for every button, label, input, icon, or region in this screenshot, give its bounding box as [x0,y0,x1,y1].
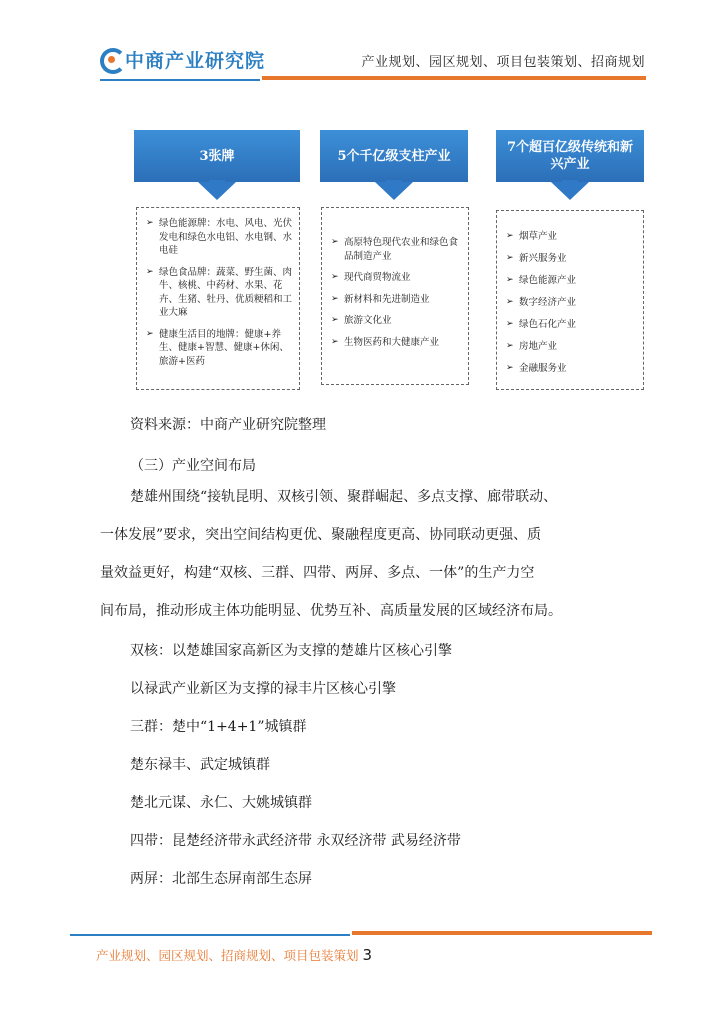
bullet-arrow-icon: ➢ [506,341,514,351]
column-list-box [496,210,644,390]
body-line: 四带：昆楚经济带永武经济带 永双经济带 武易经济带 [130,833,461,849]
bullet-arrow-icon: ➢ [331,315,339,325]
bullet-arrow-icon: ➢ [506,275,514,285]
list-item: ➢ 烟草产业 [506,231,558,242]
list-item: ➢ 房地产业 [506,341,558,352]
bullet-arrow-icon: ➢ [506,297,514,307]
list-item: ➢ 绿色石化产业 [506,319,577,330]
bullet-arrow-icon: ➢ [331,237,339,247]
page-number: 3 [362,946,373,964]
body-line: 以禄武产业新区为支撑的禄丰片区核心引擎 [130,681,396,697]
column-list-box [136,207,300,390]
logo-text: 中商产业研究院 [125,49,266,72]
body-paragraph [100,483,646,626]
footer [96,946,372,964]
body-line: 三群：楚中“1+4+1”城镇群 [130,719,307,735]
paragraph-line: 量效益更好，构建“双核、三群、四带、两屏、多点、一体”的生产力空 [100,565,535,581]
down-arrow-icon [375,182,413,200]
list-item: ➢ 绿色能源产业 [506,275,577,286]
list-item: ➢ 绿色食品牌：蔬菜、野生菌、肉牛、核桃、中药材、水果、花卉、生猪、牡丹、优质粳稻和工业大麻 [146,266,293,318]
list-item: ➢ 现代商贸物流业 [331,272,411,283]
header-divider-blue [100,79,260,81]
bullet-arrow-icon: ➢ [506,363,514,373]
footer-divider-orange [352,931,652,935]
list-item: ➢ 新兴服务业 [506,253,567,264]
bullet-arrow-icon: ➢ [331,336,339,347]
footer-tagline: 产业规划、园区规划、招商规划、项目包装策划 [96,948,359,963]
bullet-arrow-icon: ➢ [506,231,514,241]
logo-icon [100,48,122,70]
column-list-box [321,207,469,385]
header-divider-orange [262,76,646,80]
body-line: 楚北元谋、永仁、大姚城镇群 [130,795,312,811]
paragraph-line: 楚雄州围绕“接轨昆明、双核引领、聚群崛起、多点支撑、廊带联动、 [130,489,558,505]
bullet-arrow-icon: ➢ [146,328,154,339]
list-item: ➢ 健康生活目的地牌：健康+养生、健康+智慧、健康+休闲、旅游+医药 [146,328,289,367]
body-line: 楚东禄丰、武定城镇群 [130,757,270,773]
down-arrow-icon [551,182,589,200]
list-item: ➢ 新材料和先进制造业 [331,293,430,305]
bullet-arrow-icon: ➢ [506,253,514,263]
down-arrow-icon [198,182,236,200]
list-item: ➢ 金融服务业 [506,363,567,374]
bullet-arrow-icon: ➢ [331,293,339,304]
paragraph-line: 间布局，推动形成主体功能明显、优势互补、高质量发展的区域经济布局。 [100,603,562,619]
body-line: 双核：以楚雄国家高新区为支撑的楚雄片区核心引擎 [130,643,452,659]
bullet-arrow-icon: ➢ [331,272,339,282]
company-logo [100,46,265,72]
list-item: ➢ 高原特色现代农业和绿色食品制造产业 [331,237,459,262]
bullet-arrow-icon: ➢ [146,266,154,277]
footer-divider-blue [70,934,350,936]
source-note: 资料来源：中商产业研究院整理 [130,417,326,433]
paragraph-line: 一体发展”要求，突出空间结构更优、聚融程度更高、协同联动更强、质 [100,527,542,543]
header-tagline: 产业规划、园区规划、项目包装策划、招商规划 [361,55,645,70]
list-item: ➢ 绿色能源牌：水电、风电、光伏发电和绿色水电铝、水电钢、水电硅 [146,218,293,256]
bullet-arrow-icon: ➢ [506,319,514,329]
list-item: ➢ 旅游文化业 [331,315,392,326]
bullet-arrow-icon: ➢ [146,218,154,228]
column-title: 3张牌 [134,130,300,182]
list-item: ➢ 生物医药和大健康产业 [331,336,440,348]
list-item: ➢ 数字经济产业 [506,297,577,308]
section-heading: （三）产业空间布局 [130,458,256,474]
column-title: 5个千亿级支柱产业 [320,130,468,182]
industry-diagram [134,130,644,392]
body-line: 两屏：北部生态屏南部生态屏 [130,871,312,887]
column-title: 7个超百亿级传统和新 兴产业 [496,130,644,182]
